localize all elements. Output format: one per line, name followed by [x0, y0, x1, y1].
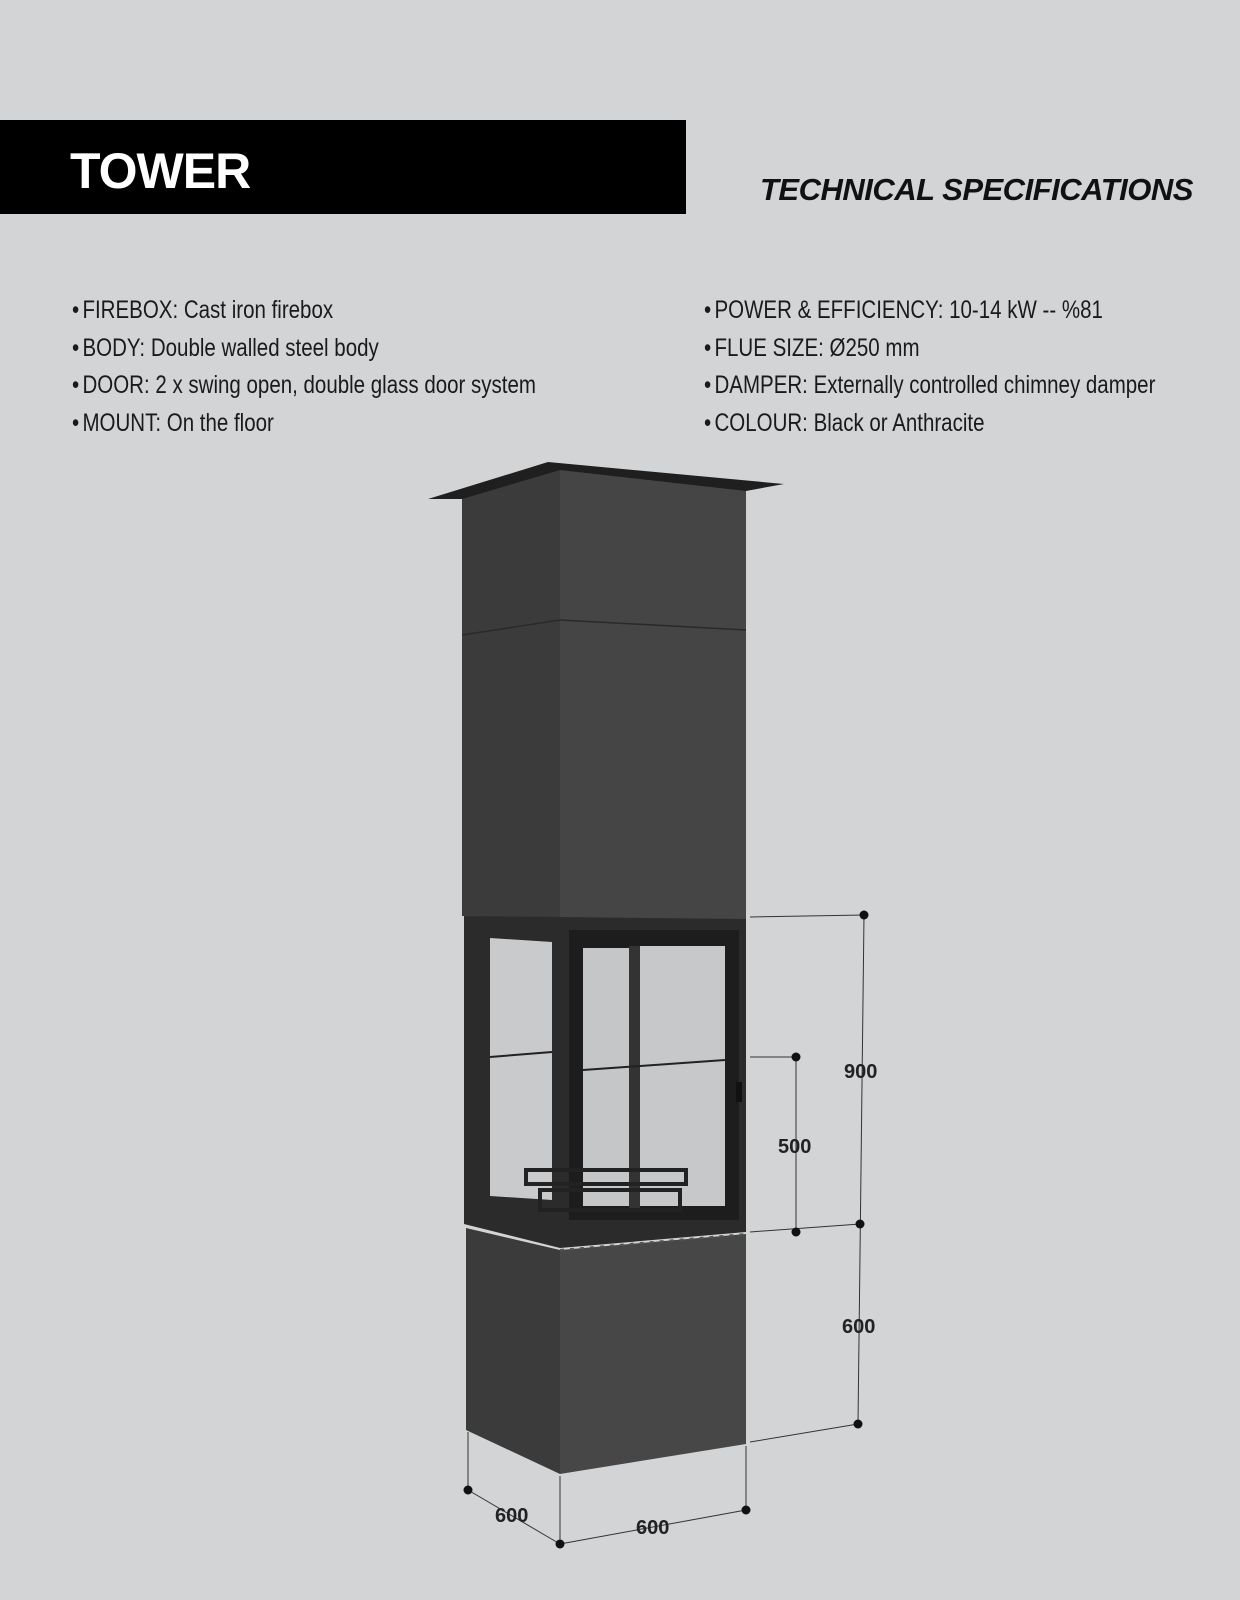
spec-value: 2 x swing open, double glass door system [155, 371, 536, 399]
spec-value: Double walled steel body [150, 333, 379, 362]
spec-value: 10-14 kW -- %81 [949, 296, 1103, 324]
spec-label: FLUE SIZE: [714, 333, 824, 362]
spec-label: DAMPER: [714, 371, 808, 399]
dim-label-600-base: 600 [842, 1316, 876, 1338]
spec-value: Cast iron firebox [183, 296, 334, 324]
page-title: TOWER [70, 143, 251, 199]
glass-right-b [640, 946, 725, 1206]
spec-label: MOUNT: [82, 408, 162, 437]
spec-value: Externally controlled chimney damper [813, 371, 1156, 399]
base-front [466, 1228, 560, 1474]
spec-value: On the floor [166, 408, 274, 437]
glass-right-a [583, 948, 629, 1206]
spec-label: DOOR: [82, 371, 150, 399]
dim-label-600-width: 600 [636, 1517, 670, 1539]
spec-label: COLOUR: [714, 408, 808, 437]
base-side [560, 1234, 746, 1474]
spec-label: POWER & EFFICIENCY: [714, 296, 944, 324]
spec-label: BODY: [82, 333, 146, 362]
dim-label-600-depth: 600 [495, 1505, 529, 1527]
spec-value: Ø250 mm [829, 333, 920, 362]
glass-left [490, 938, 552, 1200]
spec-value: Black or Anthracite [813, 408, 985, 437]
chimney-front [462, 470, 560, 919]
spec-heading: TECHNICAL SPECIFICATIONS [760, 172, 1193, 207]
dim-label-500: 500 [778, 1136, 812, 1158]
chimney-side [560, 470, 746, 919]
door-handle [736, 1082, 742, 1102]
dim-label-900: 900 [844, 1061, 878, 1083]
spec-label: FIREBOX: [82, 296, 179, 324]
